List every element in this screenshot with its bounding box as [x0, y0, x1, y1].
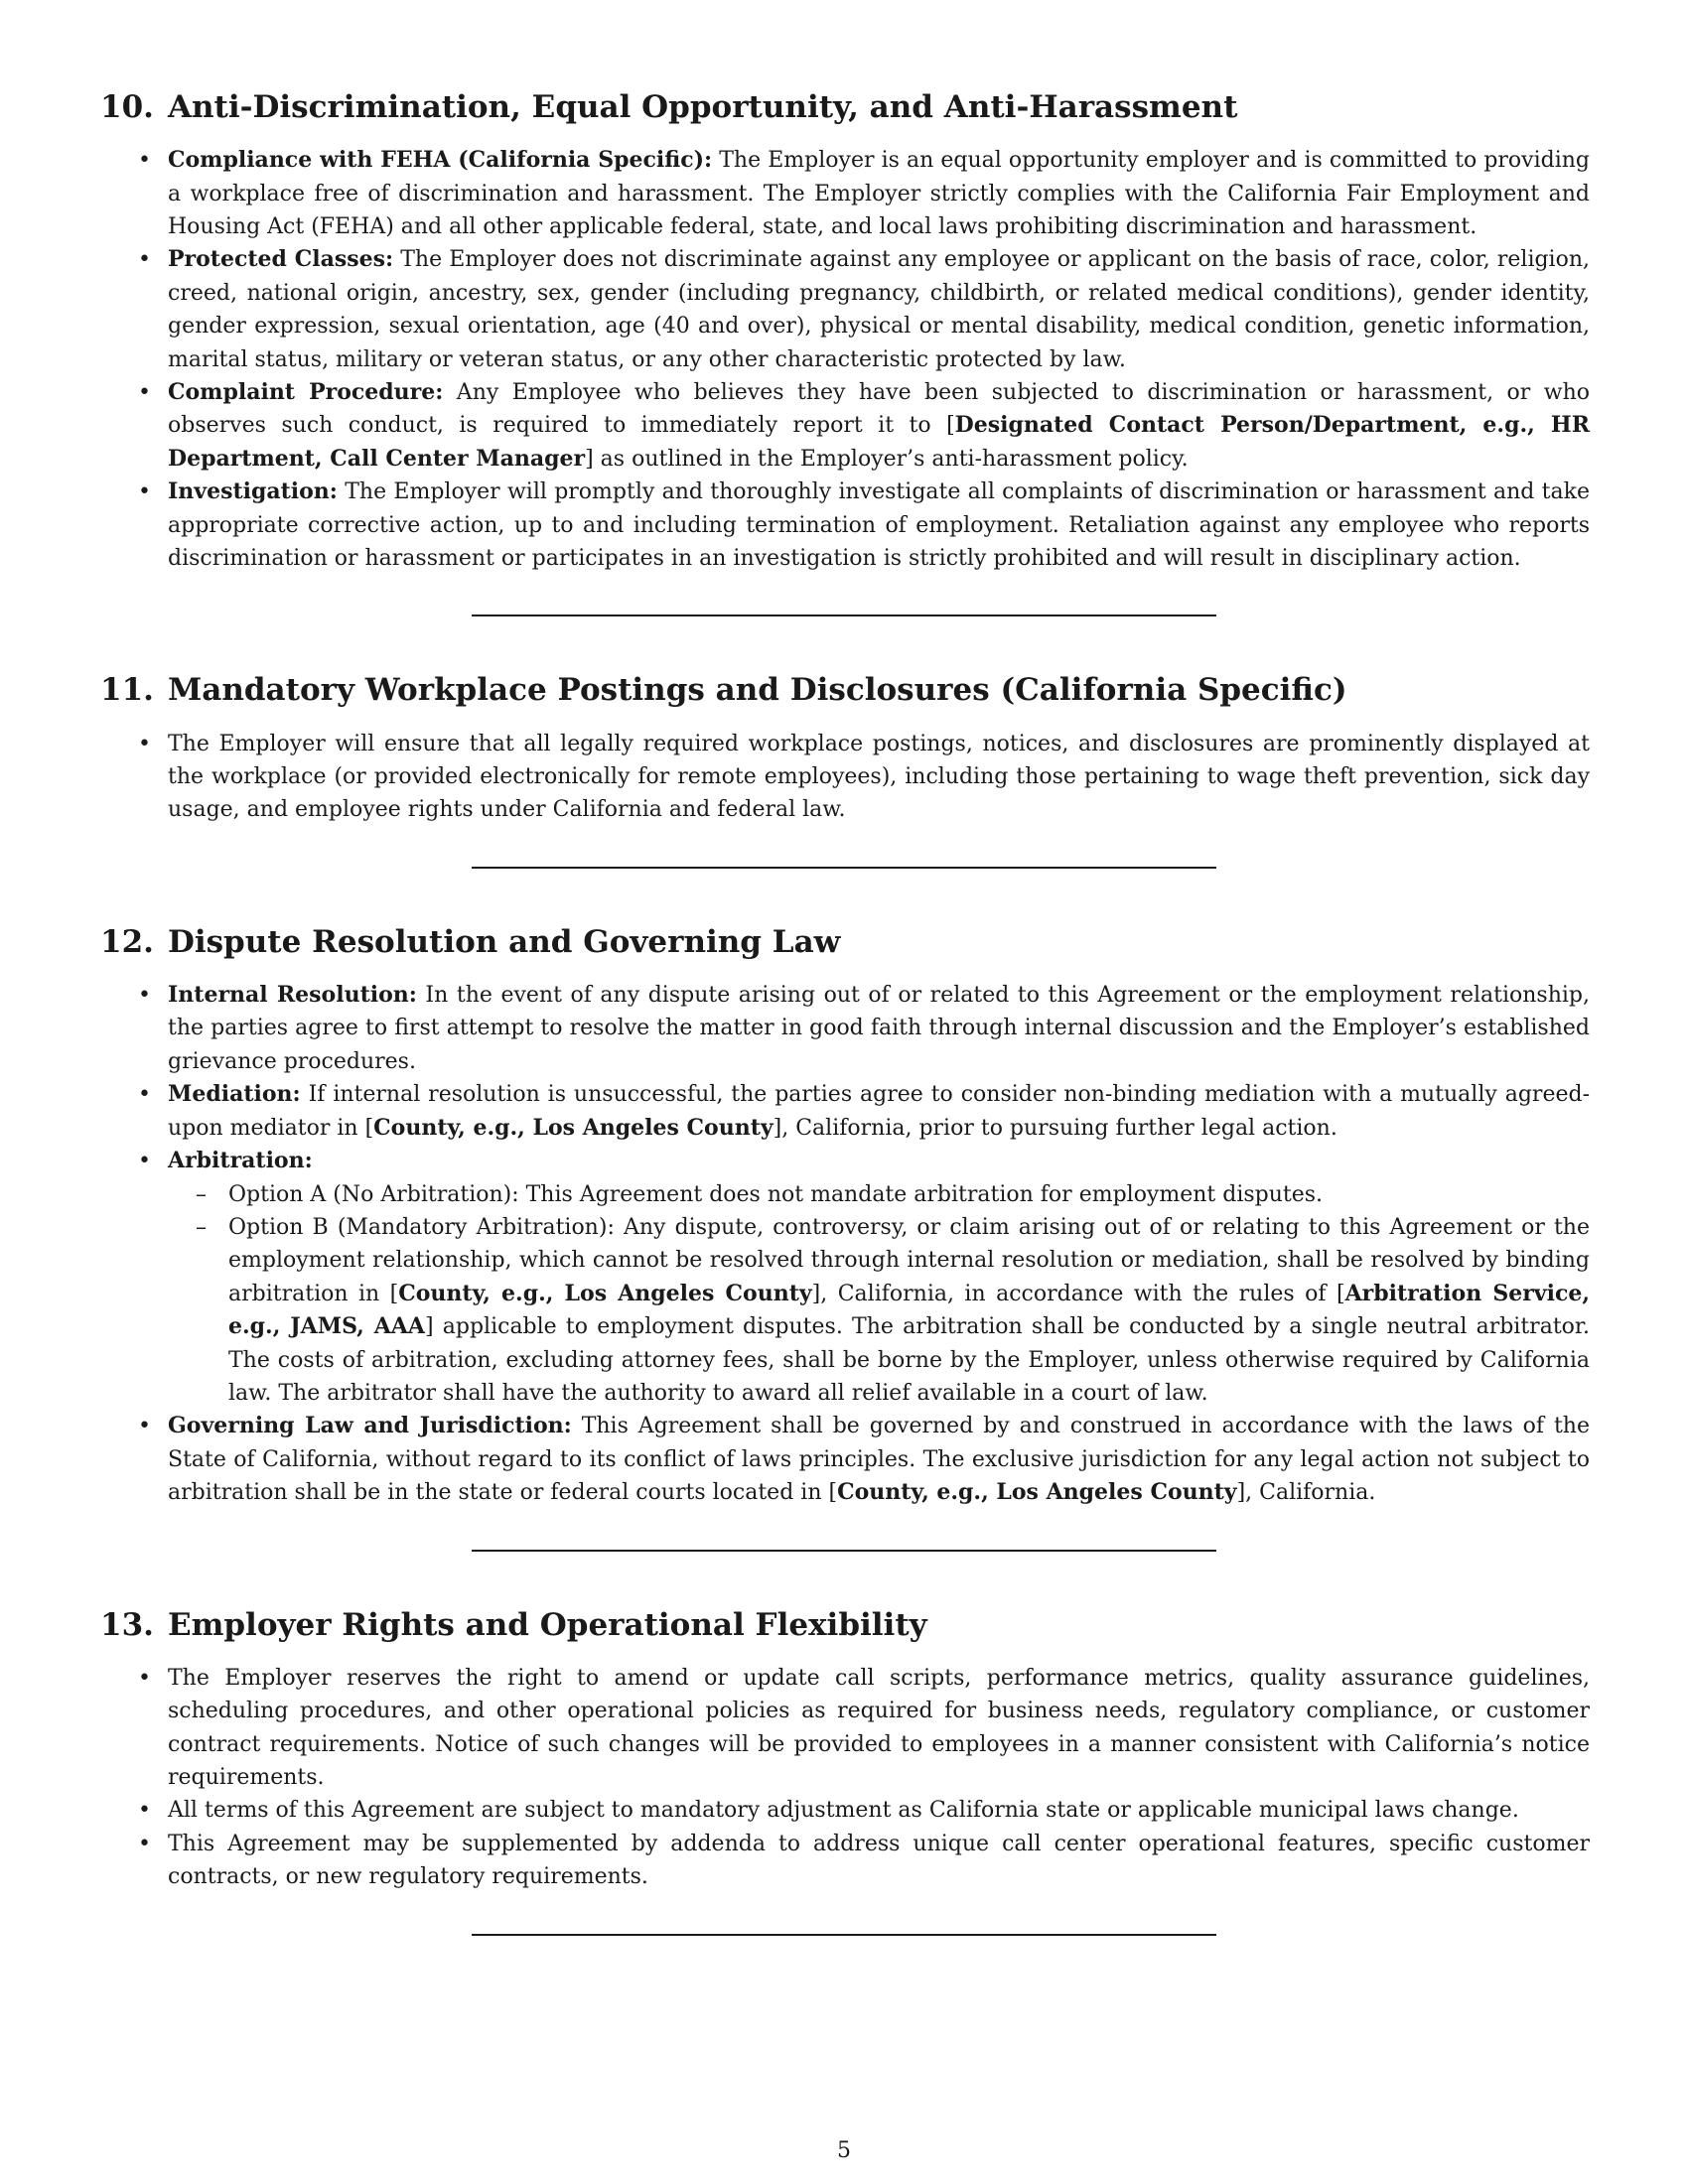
item-text: All terms of this Agreement are subject to mandatory adjustment as California state or applicable municipal laws change.	[168, 1798, 1519, 1824]
item-text: Option B (Mandatory Arbitration): Any dispute, controversy, or claim arising out of or relating to this Agreement or the employment relationship, which cannot be resolved through internal resolution or mediation, shall be resolved by binding arbitration in [	[228, 1214, 1590, 1306]
list-item	[100, 1662, 1590, 1795]
item-text: ], California.	[1236, 1480, 1376, 1506]
item-label: Governing Law and Jurisdiction:	[168, 1413, 572, 1439]
item-text: This Agreement shall be governed by and construed in accordance with the laws of the State of California, without regard to its conflict of laws principles. The exclusive jurisdiction for any legal action not subject to arbitration shall be in the state or federal courts located in [	[168, 1414, 1590, 1506]
section-11	[100, 672, 1590, 826]
list-item	[100, 144, 1590, 243]
list-item	[100, 1410, 1590, 1509]
section-title: Mandatory Workplace Postings and Disclosures (California Specific)	[167, 672, 1347, 709]
item-text: The Employer does not discriminate against any employee or applicant on the basis of race, color, religion, creed, national origin, ancestry, sex, gender (including pregnancy, childbirth, or related medical conditions), gender identity, gender expression, sexual orientation, age (40 and over), physical or mental disability, medical condition, genetic information, marital status, military or veteran status, or any other characteristic protected by law.	[168, 247, 1591, 372]
section-number: 13.	[100, 1606, 154, 1643]
item-label: Internal Resolution:	[168, 982, 417, 1009]
item-label: Arbitration:	[168, 1148, 313, 1174]
item-text: Option A (No Arbitration): This Agreement does not mandate arbitration for employment disputes.	[228, 1181, 1324, 1207]
section-divider	[472, 1934, 1216, 1936]
sub-list-item	[168, 1211, 1590, 1410]
item-label: Complaint Procedure:	[168, 379, 444, 406]
item-text: This Agreement may be supplemented by addenda to address unique call center operational features, specific customer contracts, or new regulatory requirements.	[168, 1831, 1590, 1890]
section-heading	[100, 672, 1590, 709]
section-number: 12.	[100, 923, 154, 960]
list-item	[100, 376, 1590, 476]
section-divider	[472, 867, 1216, 869]
item-text: If internal resolution is unsuccessful, the parties agree to consider non-binding mediation with a mutually agreed-upon mediator in [	[168, 1082, 1590, 1141]
sub-list-item	[168, 1178, 1590, 1211]
section-12	[100, 924, 1590, 1510]
item-text: The Employer will promptly and thoroughly investigate all complaints of discrimination or harassment and take appropriate corrective action, up to and including termination of employment. Retaliation against any employee who reports discrimination or harassment or participates in an investigation is strictly prohibited and will result in disciplinary action.	[168, 479, 1590, 572]
item-label: Mediation:	[168, 1081, 301, 1108]
section-heading	[100, 924, 1590, 961]
bullet-list	[100, 1662, 1590, 1894]
placeholder-text: Designated Contact Person/Department, e.g., HR Department, Call Center Manager	[168, 412, 1590, 472]
bullet-list	[100, 979, 1590, 1510]
list-item	[100, 979, 1590, 1078]
section-divider	[472, 614, 1216, 616]
list-item	[100, 1145, 1590, 1410]
section-title: Employer Rights and Operational Flexibility	[167, 1606, 927, 1643]
placeholder-text: Arbitration Service, e.g., JAMS, AAA	[228, 1280, 1590, 1340]
document-page	[100, 89, 1590, 1936]
placeholder-text: County, e.g., Los Angeles County	[837, 1479, 1237, 1506]
item-text: ], California, prior to pursuing further legal action.	[773, 1115, 1337, 1141]
page-number: 5	[837, 2138, 851, 2163]
item-text: The Employer reserves the right to amend or update call scripts, performance metrics, quality assurance guidelines, scheduling procedures, and other operational policies as required for business needs, regulatory compliance, or customer contract requirements. Notice of such changes will be provided to employees in a manner consistent with California’s notice requirements.	[168, 1665, 1590, 1790]
bullet-list	[100, 144, 1590, 575]
list-item	[100, 1828, 1590, 1894]
item-label: Investigation:	[168, 478, 338, 505]
list-item	[100, 476, 1590, 575]
section-title: Dispute Resolution and Governing Law	[167, 923, 841, 960]
list-item	[100, 728, 1590, 827]
section-number: 10.	[100, 89, 154, 125]
section-heading	[100, 1607, 1590, 1644]
item-text: ] as outlined in the Employer’s anti-harassment policy.	[585, 446, 1189, 472]
sub-list	[168, 1178, 1590, 1411]
item-text: Any Employee who believes they have been subjected to discrimination or harassment, or who observes such conduct, is required to immediately report it to [	[168, 380, 1591, 439]
list-item	[100, 243, 1590, 376]
section-divider	[472, 1550, 1216, 1552]
bullet-list	[100, 728, 1590, 827]
section-heading	[100, 89, 1590, 126]
list-item	[100, 1078, 1590, 1145]
section-10	[100, 89, 1590, 575]
placeholder-text: County, e.g., Los Angeles County	[373, 1114, 774, 1141]
item-label: Protected Classes:	[168, 246, 394, 273]
item-text: ] applicable to employment disputes. The arbitration shall be conducted by a single neutral arbitrator. The costs of arbitration, excluding attorney fees, shall be borne by the Employer, unless otherwise required by California law. The arbitrator shall have the authority to award all relief available in a court of law.	[228, 1314, 1590, 1406]
section-title: Anti-Discrimination, Equal Opportunity, and Anti-Harassment	[167, 89, 1238, 125]
placeholder-text: County, e.g., Los Angeles County	[398, 1280, 812, 1306]
item-label: Compliance with FEHA (California Specific):	[168, 147, 713, 174]
item-text: The Employer will ensure that all legally required workplace postings, notices, and disclosures are prominently displayed at the workplace (or provided electronically for remote employees), including those pertaining to wage theft prevention, sick day usage, and employee rights under California and federal law.	[168, 731, 1590, 823]
item-text: ], California, in accordance with the rules of [	[811, 1281, 1345, 1306]
item-text: In the event of any dispute arising out of or related to this Agreement or the employment relationship, the parties agree to first attempt to resolve the matter in good faith through internal discussion and the Employer’s established grievance procedures.	[168, 983, 1590, 1074]
section-number: 11.	[100, 672, 154, 709]
list-item	[100, 1794, 1590, 1827]
item-text: The Employer is an equal opportunity employer and is committed to providing a workplace free of discrimination and harassment. The Employer strictly complies with the California Fair Employment and Housing Act (FEHA) and all other applicable federal, state, and local laws prohibiting discrimination and harassment.	[168, 148, 1590, 239]
section-13	[100, 1607, 1590, 1894]
